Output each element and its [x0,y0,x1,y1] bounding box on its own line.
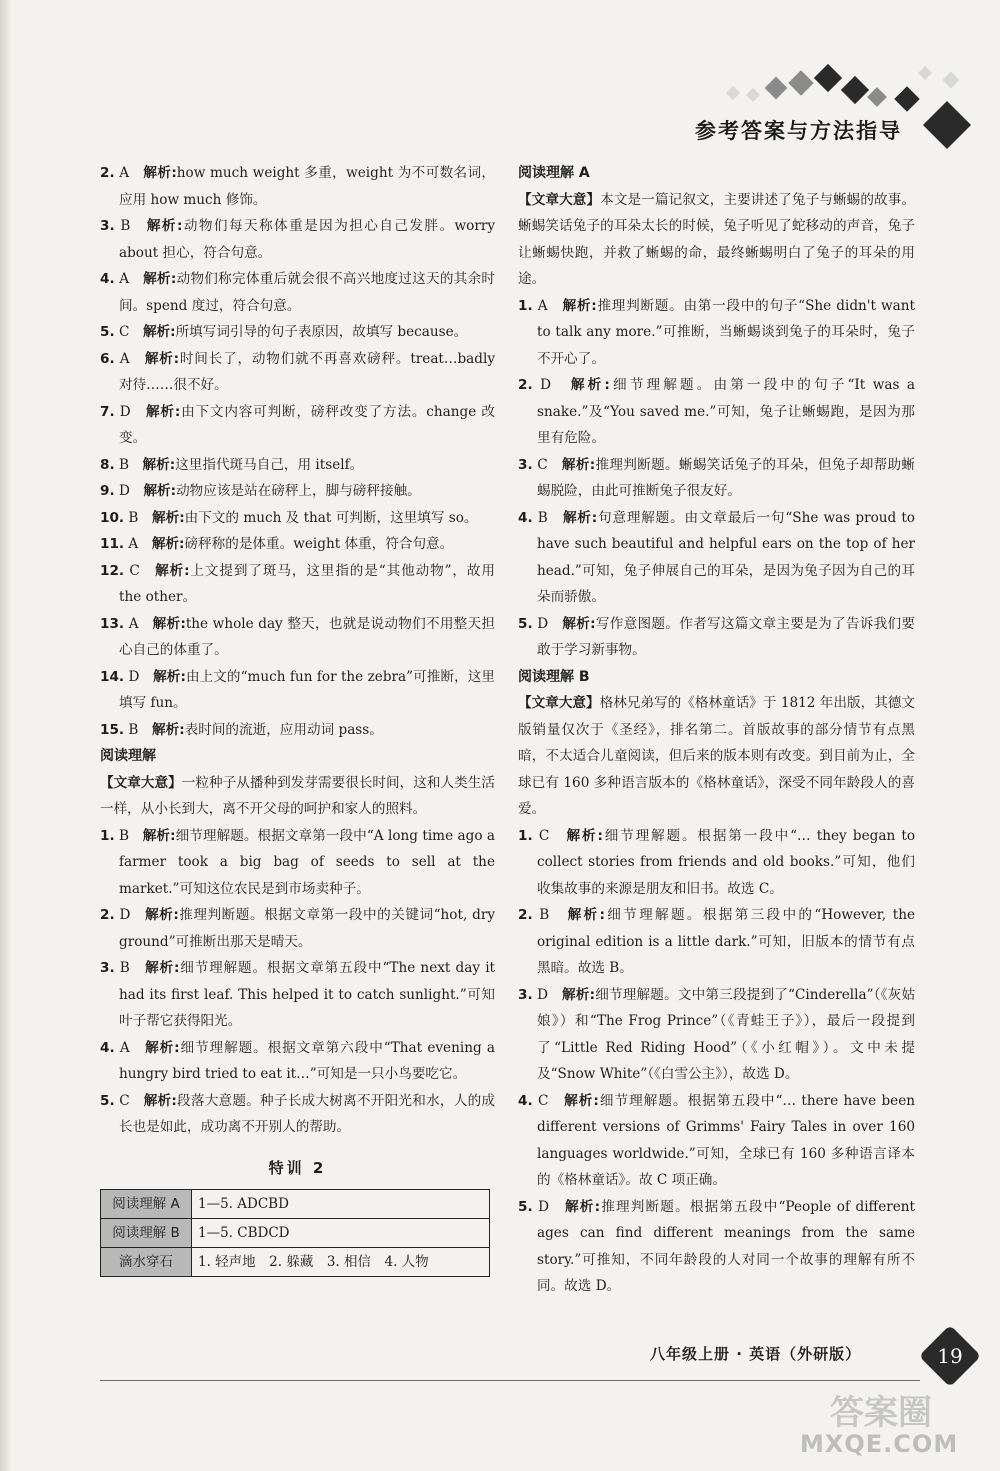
item-text: 动物们称完体重后就会很不高兴地度过这天的其余时间。spend 度过，符合句意。 [119,271,496,314]
analysis-colon: : [170,271,177,287]
item-number: 4. [100,271,115,287]
item-text: 上文提到了斑马，这里指的是“其他动物”，故用 the other。 [119,562,495,605]
item-number: 9. [100,483,115,499]
reading-b-title: 阅读理解 B [518,668,590,685]
item-text: 推理判断题。由第一段中的句子“She didn't want to talk any more.”可推断，当蜥蜴谈到兔子的耳朵时，兔子不开心了。 [537,297,916,367]
book-spine-shadow [0,0,10,1471]
analysis-label: 解析 [143,1092,172,1109]
list-item [100,531,495,558]
list-item [100,266,495,319]
reading-answer-list [100,823,495,1141]
footer-divider [100,1380,920,1381]
list-item [100,319,495,346]
item-number: 3. [100,218,115,234]
analysis-label: 解析 [565,1198,595,1215]
item-answer: A [128,615,139,632]
list-item [100,452,495,479]
item-answer: C [538,827,550,844]
item-answer: B [119,827,130,844]
watermark-logo: 答案圈 [830,1393,932,1433]
item-text: 细节理解题。由第一段中的句子“It was a snake.”及“You saved me.”可知，兔子让蜥蜴跑，是因为那里有危险。 [537,377,916,446]
item-answer: D [128,668,140,685]
item-text: 细节理解题。文中第三段提到了“Cinderella”（《灰姑娘》）和“The Frog Prince”（《青蛙王子》），最后一段提到了“Little Red Riding Hood”（《小红帽》）。文中未提及“Snow White”（《白雪公主》），故选 D。 [537,986,916,1082]
list-item [100,902,495,955]
reading-a-title: 阅读理解 A [518,165,590,181]
analysis-label: 解析 [562,509,592,526]
item-answer: B [120,218,131,234]
analysis-colon: : [180,668,186,685]
reading-summary [100,770,495,823]
list-item [100,611,495,664]
item-number: 4. [518,1092,533,1109]
table-row [101,1190,490,1219]
item-number: 1. [518,827,533,844]
table-row [101,1219,490,1248]
item-answer: A [119,165,130,181]
item-number: 8. [100,456,115,473]
analysis-label: 解析 [144,350,174,367]
item-answer: D [537,615,549,632]
list-item [518,823,915,903]
reading-b-summary [518,690,915,823]
item-answer: B [119,960,130,976]
special-training-title: 特训 2 [268,1158,327,1177]
item-text: 细节理解题。根据第一段中“… they began to collect stories from friends and old books.”可知，他们收集故事的来源是朋友和旧书。故选 C。 [537,827,916,897]
item-number: 2. [518,907,533,923]
item-text: 由下文的 much 及 that 可判断，这里填写 so。 [184,509,478,526]
analysis-label: 解析 [152,615,181,632]
analysis-label: 解析 [566,827,598,844]
table-row-value: 1—5. CBDCD [192,1219,490,1248]
list-item [518,902,915,982]
table-row-label: 阅读理解 A [101,1190,192,1219]
analysis-label: 解析 [564,1092,594,1109]
list-item [100,213,495,266]
analysis-label: 解析 [142,456,170,473]
list-item [518,293,915,373]
analysis-label: 解析 [152,721,180,738]
analysis-colon: : [591,297,597,314]
analysis-label: 解析 [153,668,181,685]
item-answer: A [119,350,130,367]
item-text: 推理判断题。根据文章第一段中的关键词“hot, dry ground”可推断出那天是晴天。 [119,907,496,950]
analysis-colon: : [597,827,603,844]
analysis-colon: : [173,960,180,976]
item-answer: C [537,456,548,473]
header-title: 参考答案与方法指导 [695,119,902,143]
item-number: 5. [518,1198,533,1215]
analysis-colon: : [174,1039,180,1056]
item-text: 表时间的流逝，应用动词 pass。 [184,721,383,738]
item-text: 细节理解题。根据第三段中的“However, the original edition is a little dark.”可知，旧版本的情节有点黑暗。故选 B。 [537,907,916,976]
watermark-url: MXQE.COM [800,1430,959,1458]
summary-tag: 【文章大意】 [518,695,600,711]
item-text: 时间长了，动物们就不再喜欢磅秤。treat…badly 对待……很不好。 [119,350,496,393]
analysis-colon: : [173,907,179,923]
item-text: 细节理解题。根据文章第六段中“That evening a hungry bird tried to eat it…”可知是一只小鸟要吃它。 [119,1039,495,1082]
analysis-colon: : [174,403,181,420]
analysis-label: 解析 [142,324,171,340]
header-diamond-decoration [720,60,990,160]
analysis-label: 解析 [562,986,590,1003]
analysis-colon: : [589,986,596,1003]
summary-text: 格林兄弟写的《格林童话》于 1812 年出版，其德文版销量仅次于《圣经》，排名第二。首版故事的部分情节有点黑暗，不太适合儿童阅读，但后来的版本则有改变。到目前为止，全球已有 160 多种语言版本的《格林童话》，深受不同年龄段人的喜爱。 [518,695,915,817]
analysis-label: 解析 [143,165,172,181]
analysis-colon: : [171,1092,177,1109]
list-item [100,505,495,532]
item-answer: D [119,907,131,923]
item-number: 3. [518,456,533,473]
list-item [100,717,495,744]
item-number: 3. [100,960,115,976]
analysis-label: 解析 [151,536,180,552]
list-item [100,955,495,1035]
item-answer: A [128,536,139,552]
item-number: 12. [100,562,125,579]
analysis-colon: : [184,562,190,579]
analysis-colon: : [176,218,183,234]
list-item [100,160,495,213]
page-number: 19 [937,1344,963,1368]
list-item [518,452,915,505]
table-row-value: 1. 轻声地 2. 躲藏 3. 相信 4. 人物 [192,1248,490,1277]
item-text: how much weight 多重，weight 为不可数名词，应用 how much 修饰。 [119,165,495,208]
item-number: 5. [518,615,533,632]
footer-book-title: 八年级上册 · 英语（外研版） [650,1345,862,1363]
table-row-label: 阅读理解 B [101,1219,192,1248]
summary-text: 一粒种子从播种到发芽需要很长时间，这和人类生活一样，从小长到大，离不开父母的呵护和家人的照料。 [100,774,496,817]
item-text: 句意理解题。由文章最后一句“She was proud to have such beautiful and helpful ears on the top of her head.”可知，兔子伸展自己的耳朵，是因为兔子因为自己的耳朵而骄傲。 [537,509,915,605]
analysis-colon: : [593,1092,599,1109]
reading-section-title: 阅读理解 [100,748,156,764]
item-answer: C [538,1092,549,1109]
list-item [100,664,495,717]
analysis-colon: : [589,456,596,473]
item-answer: A [119,271,130,287]
analysis-label: 解析 [145,1039,175,1056]
list-item [518,372,915,452]
item-number: 1. [100,827,115,844]
list-item [100,346,495,399]
item-number: 14. [100,668,125,685]
item-answer: B [128,721,139,738]
item-number: 2. [100,907,115,923]
item-answer: B [539,907,550,923]
item-answer: C [129,562,140,579]
item-text: 动物应该是站在磅秤上，脚与磅秤接触。 [176,483,421,499]
item-answer: D [540,377,552,393]
reading-b-answer-list [518,823,915,1300]
list-item [518,1088,915,1194]
item-answer: D [119,403,131,420]
analysis-label: 解析 [145,403,175,420]
item-text: 由下文内容可判断，磅秤改变了方法。change 改变。 [119,403,496,446]
item-number: 3. [518,986,533,1003]
item-text: 细节理解题。根据第五段中“… there have been different versions of Grimms' Fairy Tales in over 160 languages worldwide.”可知，全球已有 160 多种语言译本的《格林童话》。故 C 项正确。 [537,1092,916,1188]
item-answer: B [128,509,139,526]
item-number: 4. [518,509,533,526]
page-number-badge [919,1325,981,1387]
analysis-label: 解析 [155,562,185,579]
item-number: 13. [100,615,125,632]
reading-a-answer-list [518,293,915,664]
summary-tag: 【文章大意】 [518,191,601,208]
analysis-colon: : [170,483,177,499]
item-number: 10. [100,509,125,526]
item-text: 这里指代斑马自己，用 itself。 [175,456,364,473]
item-text: 磅秤称的是体重。weight 体重，符合句意。 [184,536,454,552]
item-number: 7. [100,403,115,420]
analysis-label: 解析 [152,509,180,526]
special-training-table [100,1189,490,1277]
analysis-colon: : [604,377,610,393]
item-answer: C [119,1092,130,1109]
analysis-label: 解析 [145,960,174,976]
item-answer: D [538,1198,550,1215]
item-number: 4. [100,1039,115,1056]
list-item [518,1194,915,1300]
list-item [100,558,495,611]
analysis-label: 解析 [146,218,177,234]
item-text: 段落大意题。种子长成大树离不开阳光和水，人的成长也是如此，成功离不开别人的帮助。 [119,1092,496,1135]
item-answer: D [537,986,549,1003]
list-item [100,823,495,903]
item-answer: D [118,483,130,499]
item-answer: C [118,324,130,340]
item-answer: B [118,456,129,473]
list-item [518,505,915,611]
item-text: the whole day 整天，也就是说动物们不用整天担心自己的体重了。 [119,615,496,658]
reading-a-summary [518,187,915,293]
list-item [100,1035,495,1088]
analysis-colon: : [590,615,596,632]
analysis-colon: : [591,509,598,526]
analysis-label: 解析 [143,483,171,499]
cloze-answer-list [100,160,495,743]
analysis-label: 解析 [562,615,591,632]
item-answer: A [119,1039,130,1056]
item-number: 2. [518,377,533,393]
list-item [518,611,915,664]
analysis-label: 解析 [142,827,171,844]
analysis-colon: : [180,615,186,632]
item-text: 细节理解题。根据文章第一段中“A long time ago a farmer took a big bag of seeds to sell at the market.”可知这位农民是到市场卖种子。 [119,827,495,897]
left-column [100,160,495,1277]
item-answer: B [537,509,548,526]
list-item [518,982,915,1088]
item-number: 2. [100,165,115,181]
analysis-colon: : [179,509,185,526]
analysis-label: 解析 [567,907,600,923]
analysis-label: 解析 [561,456,590,473]
item-text: 细节理解题。根据文章第五段中“The next day it had its first leaf. This helped it to catch sunlight.”可知叶子帮它获得阳光。 [119,960,495,1029]
analysis-colon: : [179,536,185,552]
item-text: 推理判断题。根据第五段中“People of different ages can find different meanings from the same story.”可推知，不同年龄段的人对同一个故事的理解有所不同。故选 D。 [537,1198,916,1294]
table-row [101,1248,490,1277]
analysis-colon: : [170,827,176,844]
list-item [100,399,495,452]
item-number: 6. [100,350,115,367]
analysis-colon: : [594,1198,601,1215]
analysis-label: 解析 [562,297,592,314]
analysis-colon: : [599,907,605,923]
analysis-colon: : [171,165,177,181]
table-row-label: 滴水穿石 [101,1248,192,1277]
item-text: 所填写词引导的句子表原因，故填写 because。 [175,324,468,340]
right-column [518,160,915,1300]
list-item [100,478,495,505]
analysis-label: 解析 [570,377,605,393]
analysis-colon: : [173,350,180,367]
item-number: 1. [518,297,533,314]
summary-text: 本文是一篇记叙文，主要讲述了兔子与蜥蜴的故事。蜥蜴笑话兔子的耳朵太长的时候，兔子听见了蛇移动的声音，兔子让蜥蜴快跑，并救了蜥蜴的命，最终蜥蜴明白了兔子的耳朵的用途。 [518,191,916,287]
table-row-value: 1—5. ADCBD [192,1190,490,1219]
item-number: 5. [100,1092,115,1109]
item-text: 由上文的“much fun for the zebra”可推断，这里填写 fun。 [119,668,496,711]
list-item [100,1088,495,1141]
summary-tag: 【文章大意】 [100,774,182,791]
item-number: 5. [100,324,115,340]
analysis-colon: : [169,456,176,473]
item-text: 动物们每天称体重是因为担心自己发胖。worry about 担心，符合句意。 [119,218,495,261]
analysis-colon: : [179,721,185,738]
item-number: 11. [100,536,125,552]
item-text: 写作意图题。作者写这篇文章主要是为了告诉我们要敢于学习新事物。 [537,615,916,658]
item-answer: A [537,297,548,314]
analysis-label: 解析 [145,907,174,923]
analysis-label: 解析 [143,271,171,287]
analysis-colon: : [170,324,176,340]
item-text: 推理判断题。蜥蜴笑话兔子的耳朵，但兔子却帮助蜥蜴脱险，由此可推断兔子很友好。 [537,456,916,499]
item-number: 15. [100,721,125,738]
